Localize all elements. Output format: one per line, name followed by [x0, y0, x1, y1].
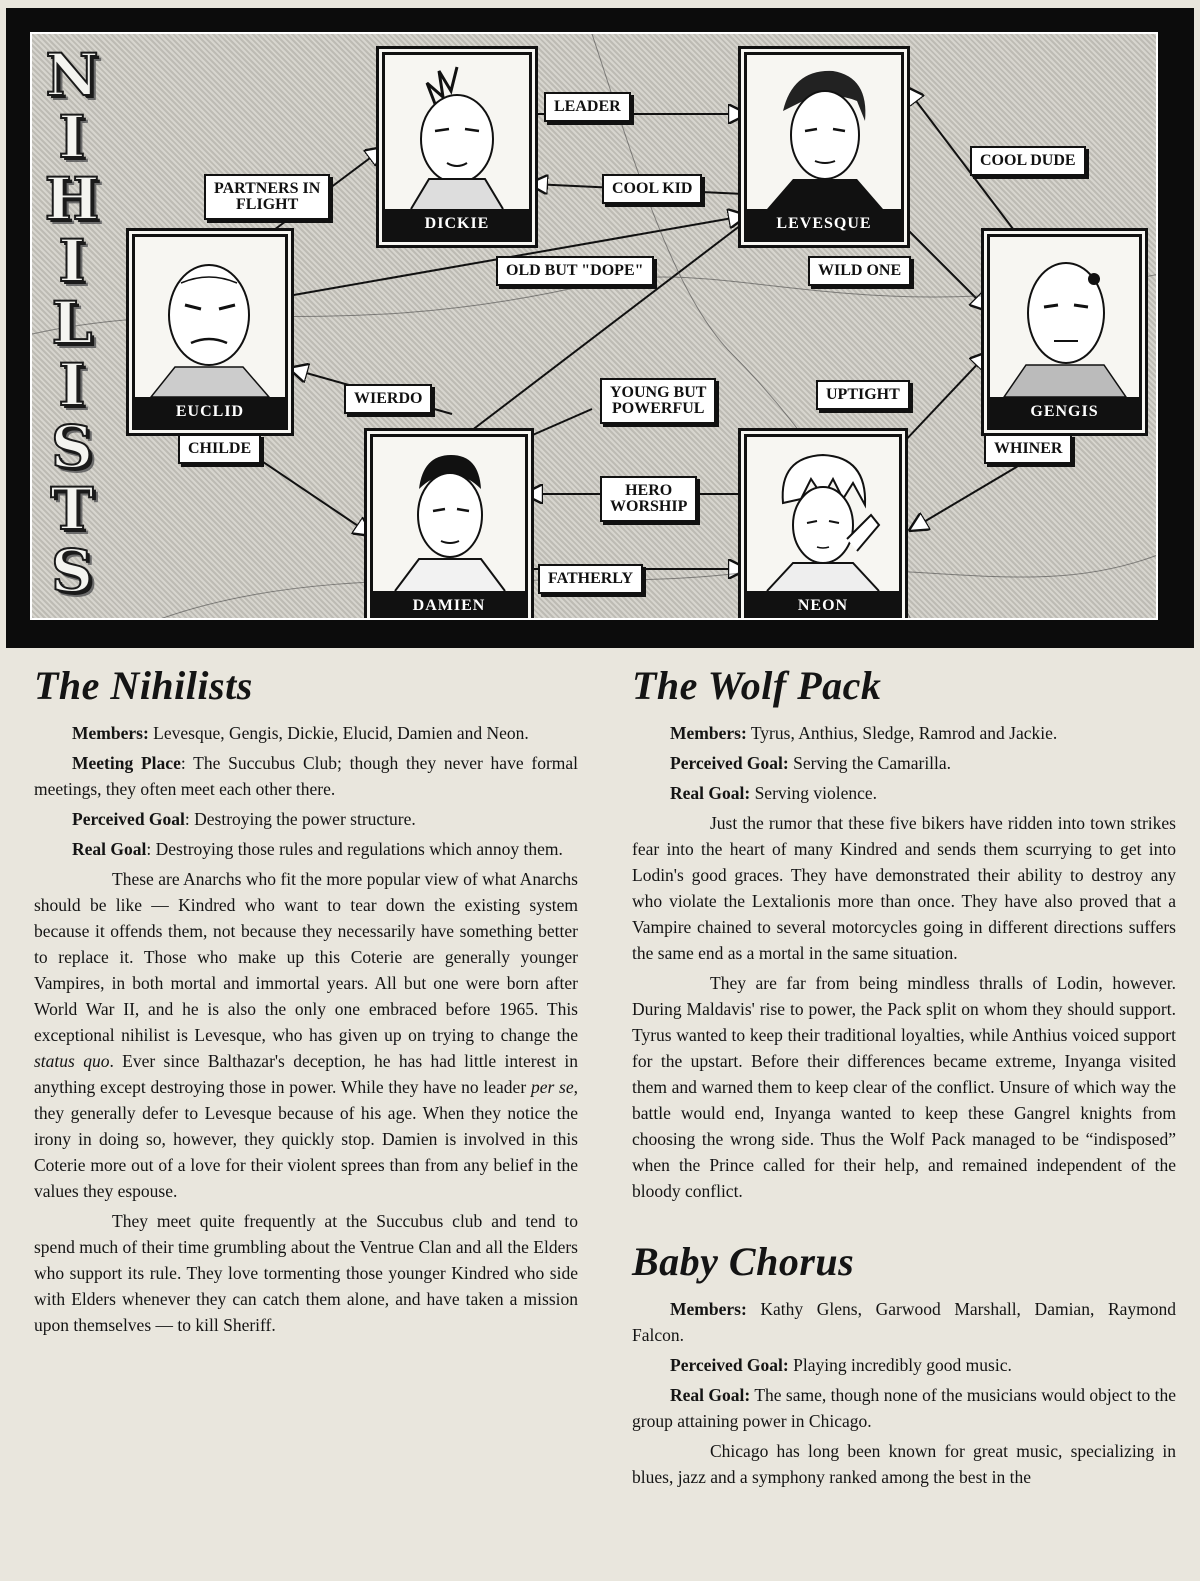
baby-chorus-perceived-goal: [632, 1352, 1176, 1378]
label-wild-one: WILD ONE: [808, 256, 911, 286]
column-left: [34, 660, 578, 1342]
side-title: [32, 34, 112, 620]
portrait-euclid: [132, 234, 288, 430]
nihilists-meeting-place: [34, 750, 578, 802]
portrait-levesque: [744, 52, 904, 242]
levesque-sketch: [753, 61, 895, 209]
field-value: Levesque, Gengis, Dickie, Elucid, Damien and Neon.: [153, 723, 529, 743]
side-title-letter: I: [58, 351, 86, 419]
damien-sketch: [379, 443, 519, 591]
label-fatherly: FATHERLY: [538, 564, 643, 594]
field-label: Real Goal:: [670, 783, 751, 803]
label-line: PARTNERS IN: [214, 180, 321, 197]
field-label: Members:: [72, 723, 149, 743]
field-label: Meeting Place: [72, 753, 181, 773]
label-partners-in-flight: [204, 174, 330, 220]
portrait-dickie: [382, 52, 532, 242]
side-title-letter: I: [58, 103, 86, 171]
label-hero-worship: [600, 476, 697, 522]
diagram-panel: [30, 32, 1158, 620]
baby-chorus-paragraph: Chicago has long been known for great music, specializing in blues, jazz and a symphony ranked among the best in the: [632, 1441, 1176, 1487]
field-label: Members:: [670, 1299, 747, 1319]
field-value: Serving violence.: [750, 783, 878, 803]
side-title-letter: I: [58, 227, 86, 295]
field-value: The same, though none of the musicians would object to the group attaining power in Chicago.: [632, 1385, 1176, 1431]
label-line: FLIGHT: [236, 196, 299, 213]
relationship-diagram: [6, 8, 1194, 648]
label-line: WORSHIP: [610, 498, 688, 515]
nihilists-paragraph: They meet quite frequently at the Succubus club and tend to spend much of their time grumbling about the Ventrue Clan and all the Elders who support its rule. They love tormenting those younger Kindred who side with Elders whenever they can catch them alone, and have taken a mission upon themselves — to kill Sheriff.: [34, 1211, 578, 1335]
side-title-letter: N: [45, 41, 99, 109]
side-title-letter: S: [51, 537, 93, 605]
label-young-but-powerful: [600, 378, 716, 424]
euclid-sketch: [141, 243, 279, 397]
nihilists-members: [34, 720, 578, 746]
section-spacer: [632, 1208, 1176, 1236]
gengis-sketch: [996, 243, 1133, 397]
side-title-letter: L: [51, 289, 93, 357]
dickie-sketch: [391, 61, 523, 209]
label-old-but-dope: OLD BUT "DOPE": [496, 256, 654, 286]
wolf-pack-paragraph: They are far from being mindless thralls of Lodin, however. During Maldavis' rise to power, the Pack split on whom they should support. Tyrus wanted to keep their traditional loyalties, while Anthius voiced support for the upstart. Before their differences became extreme, Inyanga visited them and warned them to keep clear of the conflict. Unsure of which way the battle would end, Inyanga wanted to keep these Gangrel knights from choosing the wrong side. Thus the Wolf Pack managed to be “indisposed” when the Prince called for their help, and remained independent of the bloody conflict.: [632, 973, 1176, 1201]
field-value: : Destroying those rules and regulations which annoy them.: [146, 839, 563, 859]
label-wierdo: WIERDO: [344, 384, 432, 414]
field-label: Perceived Goal: [72, 809, 185, 829]
side-title-letter: T: [50, 475, 94, 543]
baby-chorus-real-goal: [632, 1382, 1176, 1434]
text-italic: per se: [530, 1077, 574, 1097]
field-value: Playing incredibly good music.: [788, 1355, 1012, 1375]
label-line: HERO: [625, 482, 673, 499]
section-title-baby-chorus: Baby Chorus: [632, 1239, 855, 1284]
text-run: . Ever since Balthazar's deception, he has had little interest in anything except destroying those in power. While they have no leader: [34, 1051, 578, 1097]
field-label: Real Goal: [72, 839, 147, 859]
column-right: [632, 660, 1176, 1494]
field-value: : Destroying the power structure.: [184, 809, 416, 829]
wolf-pack-paragraph: Just the rumor that these five bikers have ridden into town strikes fear into the heart of many Kindred and sends them scurrying to get into Lodin's good graces. They have demonstrated their ability to destroy any who violate the Lextalionis more than once. They have also proved that a Vampire chained to several motorcycles going in different directions suffers the same end as a mortal in the same situation.: [632, 813, 1176, 963]
portrait-neon: [744, 434, 902, 620]
field-value: Kathy Glens, Garwood Marshall, Damian, Raymond Falcon.: [632, 1299, 1176, 1345]
label-cool-dude: COOL DUDE: [970, 146, 1086, 176]
arrow-euclid-damien: [192, 414, 370, 534]
section-title-nihilists: The Nihilists: [34, 663, 253, 708]
text-run: , they generally defer to Levesque because of his age. When they notice the irony in doing so, however, they quickly stop. Damien is involved in this Coterie more out of a love for their violent sprees than from any belief in the values they espouse.: [34, 1077, 579, 1201]
field-value: Serving the Camarilla.: [788, 753, 952, 773]
baby-chorus-members: [632, 1296, 1176, 1348]
label-uptight: UPTIGHT: [816, 380, 910, 410]
label-cool-kid: COOL KID: [602, 174, 702, 204]
wolf-pack-members: [632, 720, 1176, 746]
field-label: Perceived Goal:: [670, 1355, 789, 1375]
label-line: YOUNG BUT: [610, 384, 707, 401]
nameplate-gengis: GENGIS: [990, 397, 1139, 427]
nihilists-paragraph: [34, 866, 578, 1204]
neon-sketch: [753, 443, 893, 591]
nameplate-levesque: LEVESQUE: [747, 209, 901, 239]
text-run: These are Anarchs who fit the more popular view of what Anarchs should be like — Kindred who want to tear down the existing system because it offends them, not because they necessarily have something better to replace it. Those who make up this Coterie are generally younger Vampires, in both mortal and immortal years. All but one were born after World War II, and he is also the only one embraced before 1965. This exceptional nihilist is Levesque, who has given up on trying to change the: [34, 869, 578, 1045]
wolf-pack-real-goal: [632, 780, 1176, 806]
portrait-gengis: [987, 234, 1142, 430]
nameplate-euclid: EUCLID: [135, 397, 285, 427]
field-label: Members:: [670, 723, 747, 743]
label-whiner: WHINER: [984, 434, 1072, 464]
side-title-letter: S: [51, 413, 93, 481]
nameplate-neon: NEON: [747, 591, 899, 620]
label-childe: CHILDE: [178, 434, 261, 464]
wolf-pack-perceived-goal: [632, 750, 1176, 776]
field-value: : The Succubus Club; though they never have formal meetings, they often meet each other there.: [34, 753, 579, 799]
side-title-letter: H: [44, 165, 100, 233]
label-line: POWERFUL: [612, 400, 705, 417]
arrow-neon-gengis: [902, 354, 987, 444]
nihilists-perceived-goal: [34, 806, 578, 832]
nameplate-damien: DAMIEN: [373, 591, 525, 620]
label-leader: LEADER: [544, 92, 631, 122]
field-label: Perceived Goal:: [670, 753, 789, 773]
section-title-wolf-pack: The Wolf Pack: [632, 663, 882, 708]
field-label: Real Goal:: [670, 1385, 751, 1405]
nihilists-real-goal: [34, 836, 578, 862]
portrait-damien: [370, 434, 528, 620]
text-italic: status quo: [34, 1051, 110, 1071]
nameplate-dickie: DICKIE: [385, 209, 529, 239]
field-value: Tyrus, Anthius, Sledge, Ramrod and Jackie.: [746, 723, 1058, 743]
